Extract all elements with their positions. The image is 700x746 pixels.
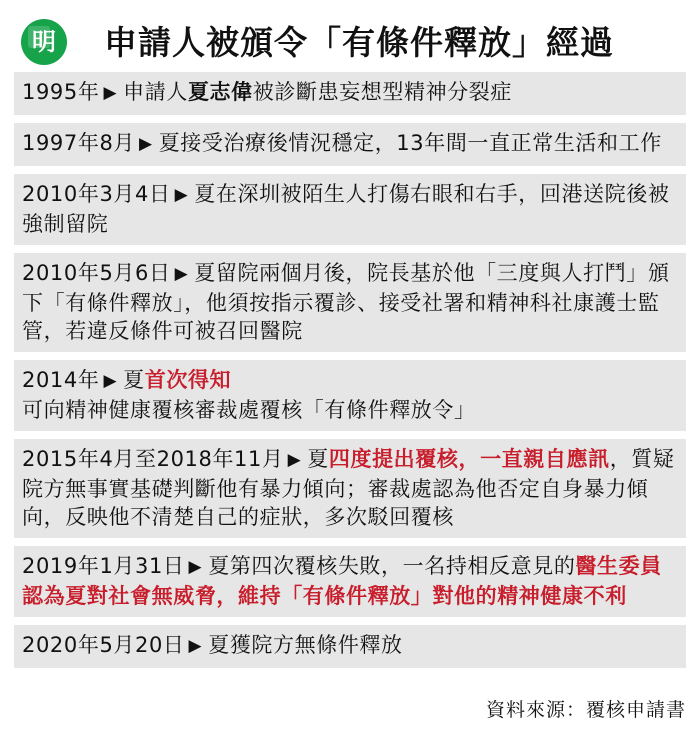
svg-text:明: 明 (32, 28, 56, 56)
arrow-right-icon: ▶ (174, 185, 189, 205)
entry-date: 2015年4月至2018年11月 (22, 447, 284, 471)
entry-text: 夏留院兩個月後，院長基於他「三度與人打鬥」頒下「有條件釋放」，他須按指示覆診、接受社署和精神科社康護士監管，若違反條件可被召回醫院 (22, 261, 670, 343)
entry-date: 2019年1月31日 (22, 554, 185, 578)
entry-text: 被診斷患妄想型精神分裂症 (252, 80, 512, 104)
entry-date: 2010年5月6日 (22, 261, 171, 285)
timeline-entry (14, 625, 686, 668)
arrow-right-icon: ▶ (174, 264, 189, 284)
ming-pao-logo-icon (20, 18, 68, 66)
header (14, 12, 686, 70)
entry-date: 2020年5月20日 (22, 633, 185, 657)
arrow-right-icon: ▶ (103, 83, 118, 103)
source-note: 資料來源：覆核申請書 (485, 699, 686, 721)
timeline-list (14, 72, 686, 676)
highlight-text: 醫生委員認為夏對社會無威脅，維持「有條件釋放」對他的精神健康不利 (22, 554, 662, 608)
arrow-right-icon: ▶ (103, 371, 118, 391)
entry-text: 夏 (123, 368, 145, 392)
highlight-text: 四度提出覆核，一直親自應訊 (328, 447, 610, 471)
entry-text: 夏第四次覆核失敗，一名持相反意見的 (208, 554, 576, 578)
entry-date: 2010年3月4日 (22, 182, 171, 206)
timeline-entry (14, 546, 686, 617)
timeline-entry (14, 174, 686, 245)
timeline-entry (14, 123, 686, 166)
name-text: 夏志偉 (187, 80, 253, 104)
entry-text: 夏 (307, 447, 329, 471)
entry-text: 夏接受治療後情況穩定，13年間一直正常生活和工作 (158, 131, 662, 155)
arrow-right-icon: ▶ (188, 557, 203, 577)
timeline-entry (14, 72, 686, 115)
arrow-right-icon: ▶ (287, 450, 302, 470)
timeline-entry (14, 360, 686, 431)
timeline-entry (14, 439, 686, 538)
entry-text: 可向精神健康覆核審裁處覆核「有條件釋放令」 (22, 398, 476, 422)
entry-date: 1995年 (22, 80, 100, 104)
page-title: 申請人被頒令「有條件釋放」經過 (104, 23, 614, 62)
arrow-right-icon: ▶ (188, 636, 203, 656)
entry-text: 夏獲院方無條件釋放 (208, 633, 403, 657)
entry-text: ，質疑院方無事實基礎判斷他有暴力傾向；審裁處認為他否定自身暴力傾向，反映他不清楚自己的症狀，多次駁回覆核 (22, 447, 675, 529)
arrow-right-icon: ▶ (139, 134, 153, 154)
highlight-text: 首次得知 (144, 368, 232, 392)
entry-text: 夏在深圳被陌生人打傷右眼和右手，回港送院後被強制留院 (22, 182, 670, 236)
entry-date: 1997年8月 (22, 131, 136, 155)
entry-text: 申請人 (123, 80, 188, 104)
entry-date: 2014年 (22, 368, 100, 392)
timeline-entry (14, 253, 686, 352)
